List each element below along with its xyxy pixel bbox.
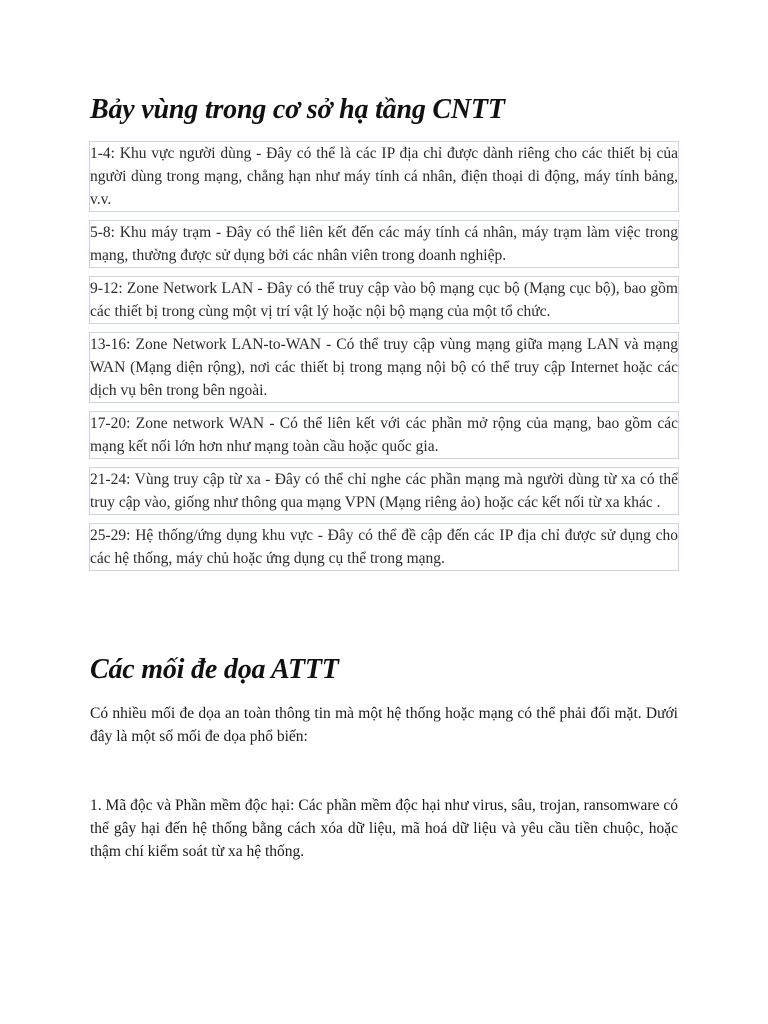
section-title-zones: Bảy vùng trong cơ sở hạ tầng CNTT	[90, 94, 505, 125]
zone-item-system-application: 25-29: Hệ thống/ứng dụng khu vực - Đây có thể đề cập đến các IP địa chỉ được sử dụng cho các hệ thống, máy chủ hoặc ứng dụng cụ thể trong mạng.	[90, 524, 678, 570]
zone-item-lan-to-wan: 13-16: Zone Network LAN-to-WAN - Có thể truy cập vùng mạng giữa mạng LAN và mạng WAN (Mạng diện rộng), nơi các thiết bị trong mạng nội bộ có thể truy cập Internet hoặc các dịch vụ bên trong bên ngoài.	[90, 333, 678, 402]
zone-item-lan: 9-12: Zone Network LAN - Đây có thể truy cập vào bộ mạng cục bộ (Mạng cục bộ), bao gồm các thiết bị trong cùng một vị trí vật lý hoặc nội bộ mạng của một tổ chức.	[90, 277, 678, 323]
zones-list	[90, 142, 678, 580]
zone-item-user: 1-4: Khu vực người dùng - Đây có thể là các IP địa chỉ được dành riêng cho các thiết bị của người dùng trong mạng, chẳng hạn như máy tính cá nhân, điện thoại di động, máy tính bảng, v.v.	[90, 142, 678, 211]
zone-item-remote-access: 21-24: Vùng truy cập từ xa - Đây có thể chỉ nghe các phần mạng mà người dùng từ xa có thể truy cập vào, giống như thông qua mạng VPN (Mạng riêng ảo) hoặc các kết nối từ xa khác .	[90, 468, 678, 514]
threats-intro-paragraph: Có nhiều mối đe dọa an toàn thông tin mà một hệ thống hoặc mạng có thể phải đối mặt. Dưới đây là một số mối đe dọa phổ biến:	[90, 705, 678, 745]
section-title-threats: Các mối đe dọa ATTT	[90, 654, 339, 685]
zone-item-wan: 17-20: Zone network WAN - Có thể liên kết với các phần mở rộng của mạng, bao gồm các mạng kết nối lớn hơn như mạng toàn cầu hoặc quốc gia.	[90, 412, 678, 458]
zone-item-workstation: 5-8: Khu máy trạm - Đây có thể liên kết đến các máy tính cá nhân, máy trạm làm việc trong mạng, thường được sử dụng bởi các nhân viên trong doanh nghiệp.	[90, 221, 678, 267]
threat-item-malware: 1. Mã độc và Phần mềm độc hại: Các phần mềm độc hại như virus, sâu, trojan, ransomware có thể gây hại đến hệ thống bằng cách xóa dữ liệu, mã hoá dữ liệu và yêu cầu tiền chuộc, hoặc thậm chí kiểm soát từ xa hệ thống.	[90, 797, 678, 860]
